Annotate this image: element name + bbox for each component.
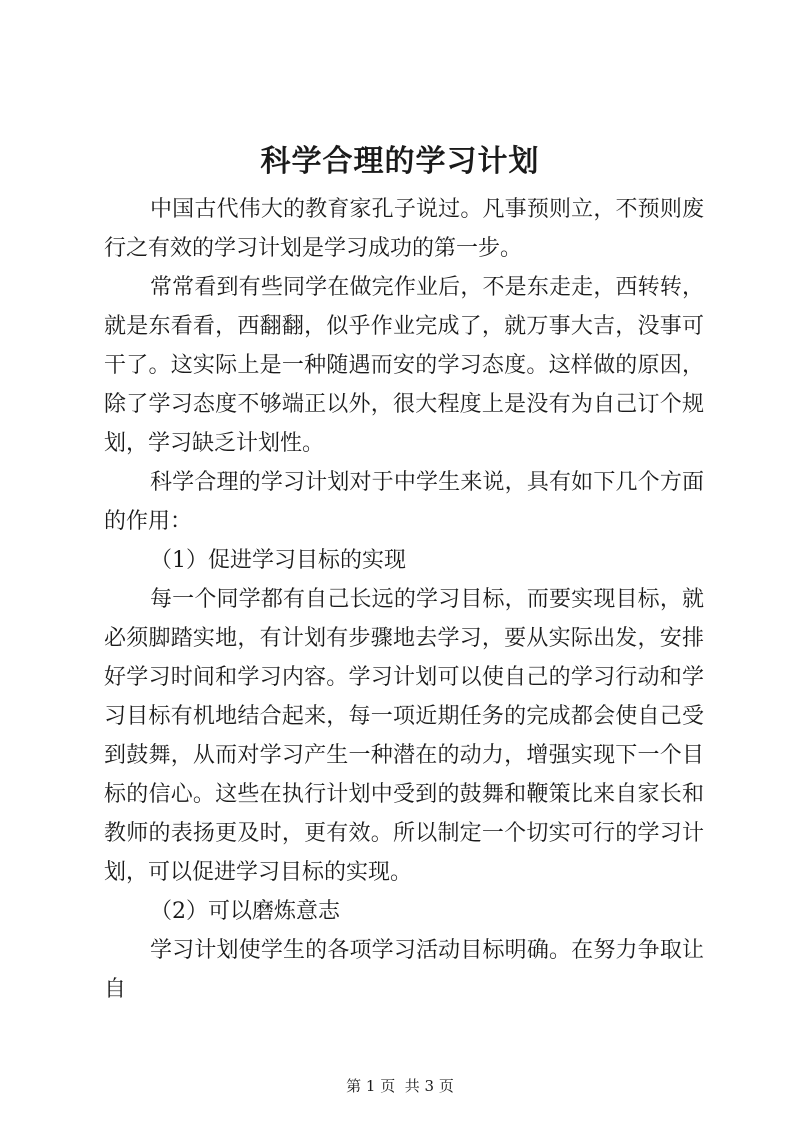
document-title: 科学合理的学习计划 xyxy=(260,144,540,179)
paragraph-intro: 中国古代伟大的教育家孔子说过。凡事预则立，不预则废行之有效的学习计划是学习成功的第一步。 xyxy=(104,197,704,261)
page-footer xyxy=(0,1076,800,1096)
page-number-label: 第 1 页 共 3 页 xyxy=(346,1077,454,1095)
paragraph-observation: 常常看到有些同学在做完作业后，不是东走走，西转转，就是东看看，西翻翻，似乎作业完成了，就万事大吉，没事可干了。这实际上是一种随遇而安的学习态度。这样做的原因，除了学习态度不够端正以外，很大程度上是没有为自己订个规划，学习缺乏计划性。 xyxy=(104,275,704,456)
paragraph-willpower: 学习计划使学生的各项学习活动目标明确。在努力争取让自 xyxy=(104,938,704,1002)
document-body xyxy=(104,190,704,1009)
paragraph-goal-realization: 每一个同学都有自己长远的学习目标，而要实现目标，就必须脚踏实地，有计划有步骤地去学习，要从实际出发，安排好学习时间和学习内容。学习计划可以使自己的学习行动和学习目标有机地结合起来，每一项近期任务的完成都会使自己受到鼓舞，从而对学习产生一种潜在的动力，增强实现下一个目标的信心。这些在执行计划中受到的鼓舞和鞭策比来自家长和教师的表扬更及时，更有效。所以制定一个切实可行的学习计划，可以促进学习目标的实现。 xyxy=(104,587,704,885)
section-heading-2: （2）可以磨炼意志 xyxy=(150,899,340,924)
section-heading-1: （1）促进学习目标的实现 xyxy=(150,548,406,573)
paragraph-functions-intro: 科学合理的学习计划对于中学生来说，具有如下几个方面的作用： xyxy=(104,470,704,534)
